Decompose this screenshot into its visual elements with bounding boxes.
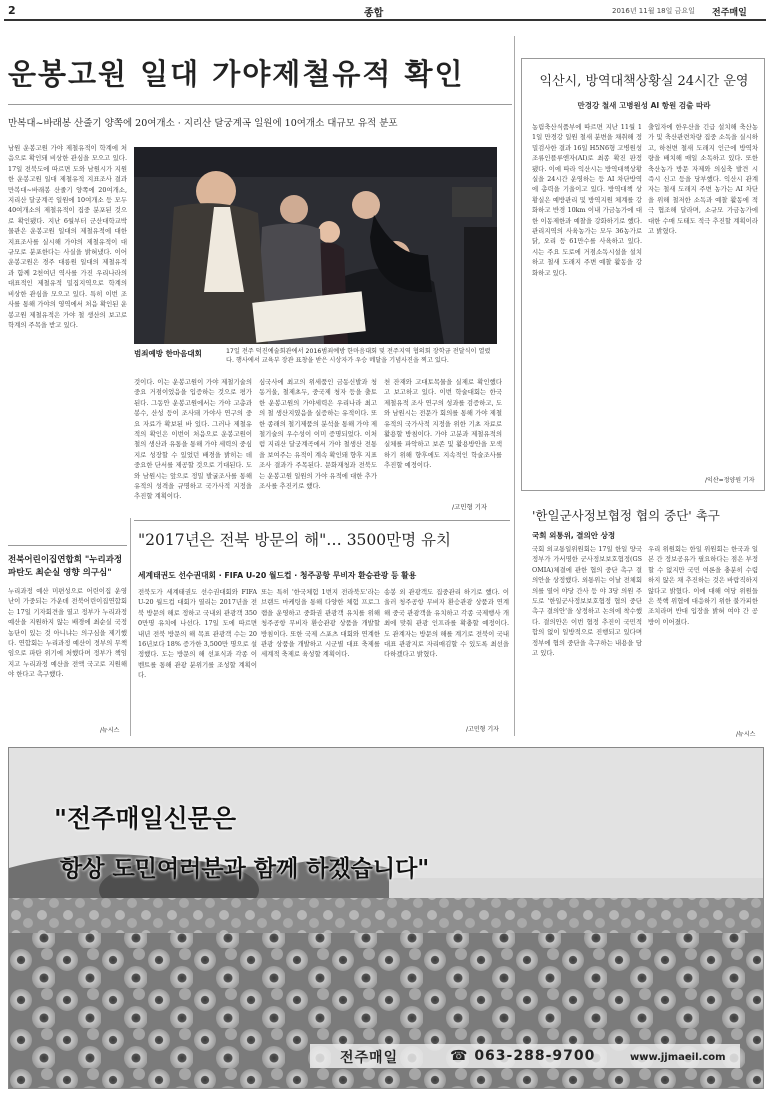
page-number: 2 [8,4,16,17]
ai-subheadline: 만경강 철새 고병원성 AI 항원 검출 따라 [577,101,711,110]
issue-date: 2016년 11월 18일 금요일 [612,7,695,15]
tourism-column-2: 또는 특히 '한국체험 1번지 전라북도'라는 브랜드 마케팅을 통해 다양한 체험 프로그램을 운영하고 중화권 관광객 유치를 위해 청주공항 무비자 환승관광 상품을 개발할 방침이다. 또한 국제 스포츠 대회와 연계한 관광 상품을 개발하고 시군별 대표 축제를 세계적 축제로 육성할 계획이다. [261,588,380,659]
ai-byline: /익산=정양원 기자 [705,477,755,484]
tourism-divider [514,496,515,736]
ceremony-photo [134,147,497,344]
tourism-column-3: 송봉 외 관광객도 집중관리 하기로 했다. 이울러 청주공항 무비자 환승관광 상품과 연계해 중국 관광객을 유치하고 각종 국제행사 개최에 맞춰 관광 인프라를 확충할 예정이다. 도 관계자는 방문의 해를 계기로 전북이 국내 대표 관광지로 자리매김할 수 있도록 최선을 다하겠다고 밝혔다. [384,588,509,659]
ad-quote-line-2: 항상 도민여러분과 함께 하겠습니다" [60,856,430,882]
lead-column-1: 남원 운봉고원 가야 제철유적이 학계에 처음으로 확인돼 비상한 관심을 모으고 있다. 17일 전북도에 따르면 도와 남원시가 지원한 운봉고원 일대 제철유적 지표조사 결과 만복대~바래봉 산줄기 양쪽에 20여개소, 지리산 달궁계곡 일원에 10여개소 등 모두 40여개소의 제철유적이 집중 분포된 것으로 확인됐다. 지난 6월부터 군산대학교박물관은 운봉고원 일대의 제철유적에 대한 지표조사를 실시해 가야의 제철유적이 대규모로 분포한다는 사실을 밝혀냈다. 이어 운봉고원은 경주 대릉원 일대의 제철유적과 함께 2천여년 역사를 가진 우리나라의 대표적인 제철유적 밀집지역으로 학계의 비상한 관심을 모으고 있다. 특히 이번 조사를 통해 가야의 영역에서 처음 확인된 운봉고원 제철유적은 가야 철 생산의 보고로 학계의 주목을 받고 있다. [8,144,127,329]
lead-subheadline: 만복대~바래봉 산줄기 양쪽에 20여개소 · 지리산 달궁계곡 일원에 10여개소 대규모 유적 분포 [8,118,398,129]
ai-headline: 익산시, 방역대책상황실 24시간 운영 [539,74,749,89]
header-rule [4,19,766,21]
gsomia-subheadline: 국회 외통위, 결의안 상정 [532,531,616,540]
tourism-subheadline: 세계태권도 선수권대회 · FIFA U-20 월드컵 · 청주공항 무비자 환승관광 등 활용 [138,571,417,580]
gsomia-headline: '한일군사정보협정 협의 중단' 촉구 [532,508,720,523]
tourism-rule [134,520,510,521]
lead-column-4: 천 잔재와 고대토목물을 실제로 확인했다고 보고하고 있다. 이번 학술대회는 한국 제철유적 조사 연구의 성과를 검증하고, 도와 남원시는 전문가 회의를 통해 가야 제철유적의 국가사적 지정을 위한 기초 자료로 활용할 방침이다. 가야 고분과 제철유적의 실체를 파악하고 보존 및 활용방안을 모색하기 위해 향후에도 지속적인 학술조사를 추진할 예정이다. [384,378,502,470]
section-label: 종합 [364,8,384,19]
ad-website: www.jjmaeil.com [630,1052,726,1063]
ad-phone: ☎ 063-288-9700 [450,1048,596,1064]
lead-byline: /고민형 기자 [452,503,488,511]
lead-headline: 운봉고원 일대 가야제철유적 확인 [8,57,465,91]
gsomia-column-1: 국회 외교통일위원회는 17일 한일 양국 정부가 가서명한 군사정보보호협정(GSOMIA)체결에 관한 협의 중단 촉구 결의안을 상정했다. 외통위는 이날 전체회의를 열어 야당 간사 등 야 3당 의원 주도로 '한일군사정보보호협정 협의 중단 촉구 결의안'을 상정하고 논의에 착수했다. 결의안은 이번 협정 추진이 국민적 합의 없이 일방적으로 진행되고 있다며 정부에 협의 중단을 촉구하는 내용을 담고 있다. [532,545,642,658]
brief-headline: 전북어린이집연합회 "누리과정 파탄도 최순실 영향 의구심" [8,555,123,578]
gsomia-column-2: 우리 위원회는 한일 위원회는 한국과 일본 간 정보공유가 필요하다는 점은 부정할 수 없지만 국민 여론을 충분히 수렴하지 않은 채 추진하는 것은 바람직하지 않다고 밝혔다. 이에 대해 여당 위원들은 북핵 위협에 대응하기 위한 불가피한 조치라며 반대 입장을 밝혀 여야 간 공방이 이어졌다. [648,545,758,626]
ai-column-1: 농림축산식품부에 따르면 지난 11월 11일 만경강 일원 철새 분변을 채취해 정밀검사한 결과 16일 H5N6형 고병원성 조류인플루엔자(AI)로 최종 확진 판정됐다. 이에 따라 익산시는 방역대책상황실을 24시간 운영하는 등 AI 차단방역에 총력을 기울이고 있다. 방역대책 상황실은 예방관리 및 방역지원 체계를 강화하고 반경 10km 이내 가금농가에 대한 이동제한과 예찰을 강화하기로 했다. 관리지역의 사육농가는 모두 36농가로 닭, 오리 등 61만수를 사육하고 있다. 시는 주요 도로에 거점소독시설을 설치하고 철새 도래지 주변 예찰 활동을 강화하고 있다. [532,123,642,277]
brief-rule [8,545,127,546]
lead-right-divider [514,36,515,542]
ceremony-photo-image [134,147,497,344]
lead-column-3: 심국사에 최고의 위세품인 금동신발과 청동거울, 철제초두, 중국제 청자 등을 출토한 운봉고원의 가야세력은 우리나라 최고의 철 생산지였음을 실증하는 유적이다. 또한 종래의 철기제품의 분석을 통해 가야 제철기술의 우수성이 이미 증명되었다. 이처럼 지리산 달궁계곡에서 가야 철생산 전통을 보여주는 유적이 계속 확인돼 향후 지표조사 결과가 주목된다. 문화재청과 전북도는 운봉고원 일원의 가야 유적에 대한 추가 조사를 추진키로 했다. [259,378,377,491]
ai-column-2: 출입자에 한우산을 긴급 설치해 축산농가 및 축산관련차량 집중 소독을 실시하고, 하천변 철새 도래지 인근에 방역차량을 배치해 매일 소독하고 있다. 또한 축산농가 방문 자제와 의심축 발견 시 즉시 신고 등을 당부했다. 익산시 관계자는 철새 도래지 주변 농가는 AI 차단을 위해 철저한 소독과 예찰 활동에 적극 협조해 달라며, 소규모 가금농가에 대한 수매 도태도 적극 추진할 계획이라고 밝혔다. [648,123,758,236]
photo-credit-label: 범죄예방 한마음대회 [134,349,202,358]
ad-quote-line-1: "전주매일신문은 [54,804,237,833]
photo-caption: 17일 전주 덕진예술회관에서 2016범죄예방 한마음대회 및 전주지역 협의회 장학금 전달식이 열렸다. 행사에서 교육부 장관 표창을 받은 시상자가 우승 메달을 기념사진을 찍고 있다. [226,348,491,364]
tourism-headline: "2017년은 전북 방문의 해"… 3500만명 유치 [138,531,451,549]
gsomia-byline: /뉴시스 [736,731,756,738]
tourism-byline: /고민형 기자 [466,726,499,733]
lead-column-2: 것이다. 이는 운봉고원이 가야 제철기술의 중요 거점이었음을 입증하는 것으로 평가된다. 그동안 운봉고원에서는 가야 고총과 봉수, 산성 등이 조사돼 가야사 연구의 중요 자료가 확보된 바 있다. 그러나 제철유적의 확인은 이번이 처음으로 운봉고원이 철의 생산과 유통을 통해 가야 세력의 중심지로 성장할 수 있었던 배경을 밝히는 데 중요한 단서를 제공할 것으로 기대된다. 도와 남원시는 앞으로 정밀 발굴조사를 통해 유적의 성격을 규명하고 국가사적 지정을 추진할 계획이다. [134,378,252,501]
tourism-column-1: 전북도가 세계태권도 선수권대회와 FIFA U-20 월드컵 대회가 열리는 2017년을 전북 방문의 해로 정하고 국내외 관광객 3500만명 유치에 나선다. 17일 도에 따르면 내년 전북 방문의 해 목표 관광객 수는 2016년보다 18% 증가한 3,500만 명으로 설정했다. 도는 방문의 해 선포식과 각종 이벤트를 통해 관광 분위기를 조성할 계획이다. [138,588,257,680]
brief-byline: /뉴시스 [100,727,120,734]
paper-name: 전주매일 [712,8,747,18]
ad-logo: 전주매일 [340,1050,399,1066]
brief-divider [130,518,131,736]
brief-body: 누리과정 예산 미편성으로 어린이집 운영난이 가중되는 가운데 전북어린이집연합회는 17일 기자회견을 열고 정부가 누리과정 예산을 지원하지 않는 배경에 최순실 국정농단이 있는 것 아니냐는 의구심을 제기했다. 연합회는 누리과정 예산이 정부의 무책임으로 파탄 위기에 처했다며 정부가 책임지고 누리과정 예산을 전액 국고로 지원해야 한다고 촉구했다. [8,587,127,679]
lead-rule [8,104,512,105]
